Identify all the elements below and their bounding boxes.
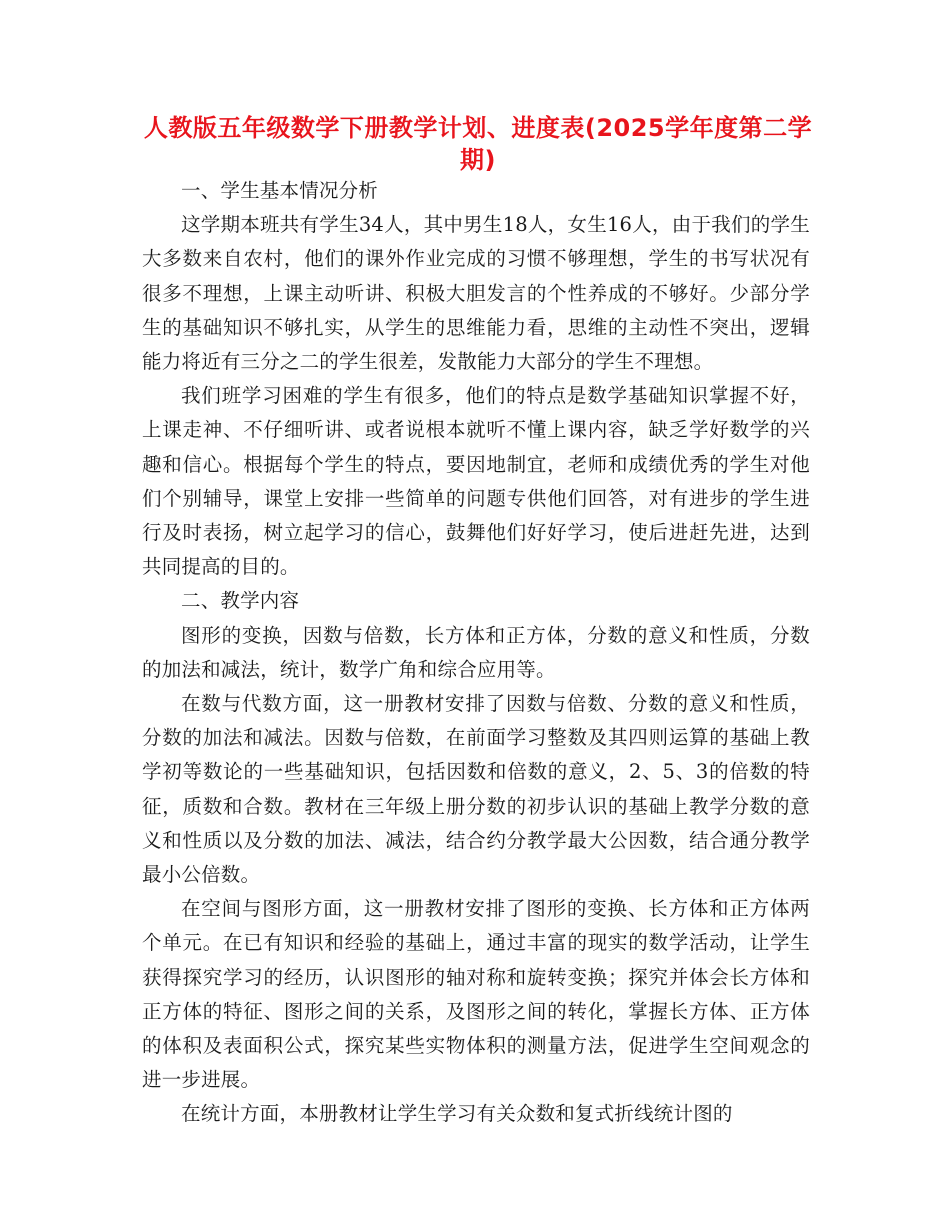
document-body	[142, 174, 810, 1132]
paragraph-struggling-students: 我们班学习困难的学生有很多，他们的特点是数学基础知识掌握不好，上课走神、不仔细听讲、或者说根本就听不懂上课内容，缺乏学好数学的兴趣和信心。根据每个学生的特点，要因地制宜，老师和成绩优秀的学生对他们个别辅导，课堂上安排一些简单的问题专供他们回答，对有进步的学生进行及时表扬，树立起学习的信心，鼓舞他们好好学习，使后进赶先进，达到共同提高的目的。	[142, 384, 810, 579]
paragraph-content-list: 图形的变换，因数与倍数，长方体和正方体，分数的意义和性质，分数的加法和减法，统计，数学广角和综合应用等。	[142, 623, 810, 681]
document-title: 人教版五年级数学下册教学计划、进度表(2025学年度第二学期)	[143, 114, 813, 174]
paragraph-statistics: 在统计方面，本册教材让学生学习有关众数和复式折线统计图的	[181, 1102, 733, 1126]
section-heading-teaching-content: 二、教学内容	[181, 589, 300, 613]
paragraph-class-overview: 这学期本班共有学生34人，其中男生18人，女生16人，由于我们的学生大多数来自农村，他们的课外作业完成的习惯不够理想，学生的书写状况有很多不理想，上课主动听讲、积极大胆发言的个性养成的不够好。少部分学生的基础知识不够扎实，从学生的思维能力看，思维的主动性不突出，逻辑能力将近有三分之二的学生很差，发散能力大部分的学生不理想。	[142, 213, 810, 374]
paragraph-space-geometry: 在空间与图形方面，这一册教材安排了图形的变换、长方体和正方体两个单元。在已有知识和经验的基础上，通过丰富的现实的数学活动，让学生获得探究学习的经历，认识图形的轴对称和旋转变换；探究并体会长方体和正方体的特征、图形之间的关系，及图形之间的转化，掌握长方体、正方体的体积及表面积公式，探究某些实物体积的测量方法，促进学生空间观念的进一步进展。	[142, 897, 810, 1092]
section-heading-student-analysis: 一、学生基本情况分析	[181, 179, 379, 202]
paragraph-number-algebra: 在数与代数方面，这一册教材安排了因数与倍数、分数的意义和性质，分数的加法和减法。因数与倍数，在前面学习整数及其四则运算的基础上教学初等数论的一些基础知识，包括因数和倍数的意义，2、5、3的倍数的特征，质数和合数。教材在三年级上册分数的初步认识的基础上教学分数的意义和性质以及分数的加法、减法，结合约分教学最大公因数，结合通分教学最小公倍数。	[142, 692, 810, 887]
